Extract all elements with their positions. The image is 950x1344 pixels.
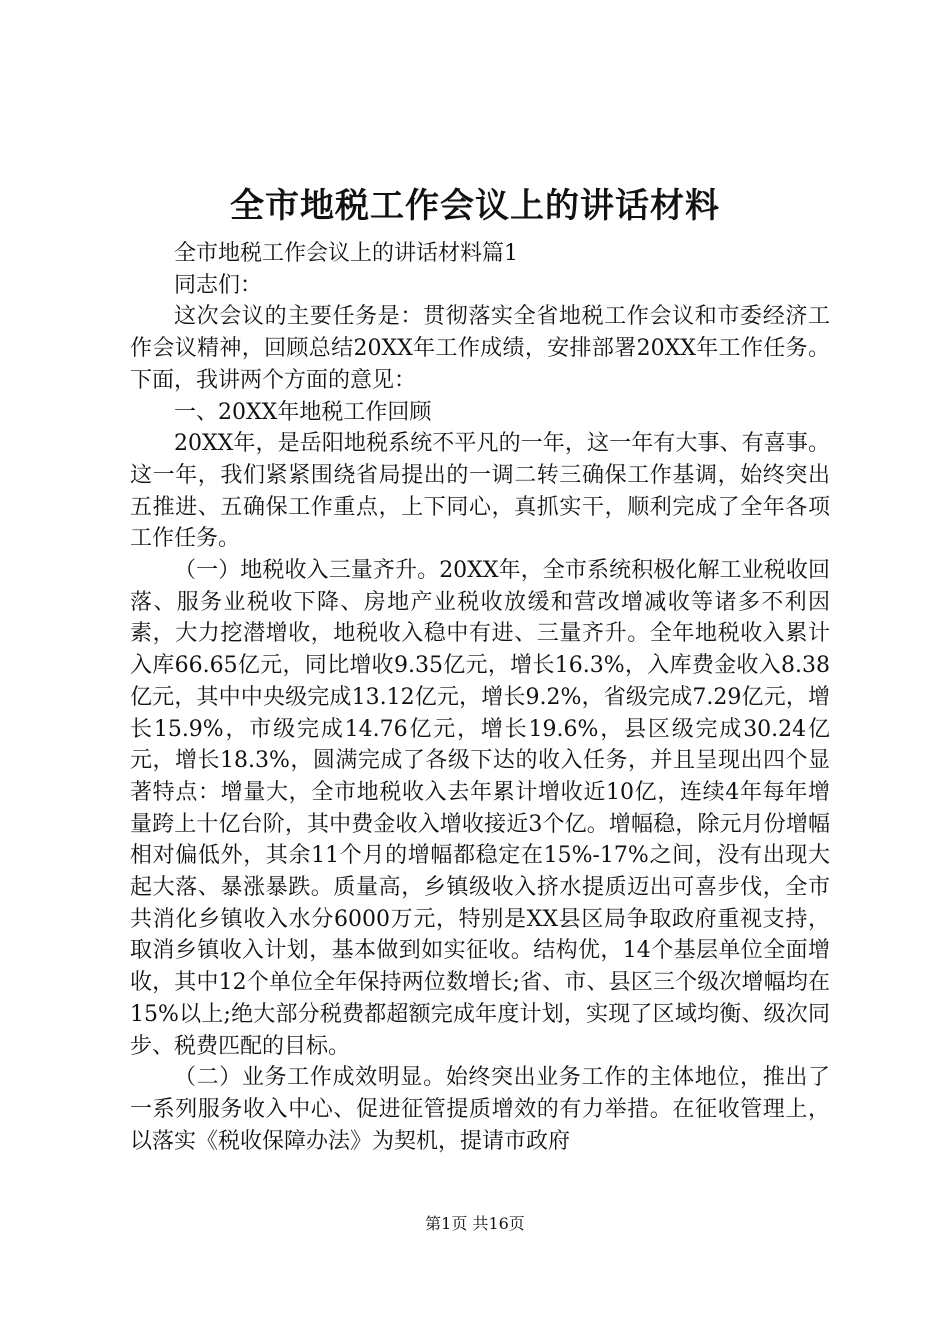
document-title: 全市地税工作会议上的讲话材料	[230, 186, 720, 226]
paragraph: （二）业务工作成效明显。始终突出业务工作的主体地位，推出了一系列服务收入中心、促进征管提质增效的有力举措。在征收管理上，以落实《税收保障办法》为契机，提请市政府	[130, 1065, 830, 1154]
section-heading: 一、20XX年地税工作回顾	[174, 399, 432, 425]
paragraph-salutation: 同志们：	[174, 272, 263, 298]
paragraph: （一）地税收入三量齐升。20XX年，全市系统积极化解工业税收回落、服务业税收下降、房地产业税收放缓和营改增减收等诸多不利因素，大力挖潜增收，地税收入稳中有进、三量齐升。全年地税收入累计入库66.65亿元，同比增收9.35亿元，增长16.3%，入库费金收入8.38亿元，其中中央级完成13.12亿元，增长9.2%，省级完成7.29亿元，增长15.9%，市级完成14.76亿元，增长19.6%，县区级完成30.24亿元，增长18.3%，圆满完成了各级下达的收入任务，并且呈现出四个显著特点：增量大，全市地税收入去年累计增收近10亿，连续4年每年增量跨上十亿台阶，其中费金收入增收接近3个亿。增幅稳，除元月份增幅相对偏低外，其余11个月的增幅都稳定在15%-17%之间，没有出现大起大落、暴涨暴跌。质量高，乡镇级收入挤水提质迈出可喜步伐，全市共消化乡镇收入水分6000万元，特别是XX县区局争取政府重视支持，取消乡镇收入计划，基本做到如实征收。结构优，14个基层单位全面增收，其中12个单位全年保持两位数增长;省、市、县区三个级次增幅均在15%以上;绝大部分税费都超额完成年度计划，实现了区域均衡、级次同步、税费匹配的目标。	[130, 558, 830, 1059]
paragraph: 20XX年，是岳阳地税系统不平凡的一年，这一年有大事、有喜事。这一年，我们紧紧围绕省局提出的一调二转三确保工作基调，始终突出五推进、五确保工作重点，上下同心，真抓实干，顺利完成了全年各项工作任务。	[130, 431, 830, 552]
paragraph-heading: 全市地税工作会议上的讲话材料篇1	[174, 241, 518, 266]
page-number: 第1页 共16页	[425, 1214, 525, 1233]
document-body	[130, 238, 830, 1157]
paragraph: 这次会议的主要任务是：贯彻落实全省地税工作会议和市委经济工作会议精神，回顾总结20XX年工作成绩，安排部署20XX年工作任务。下面，我讲两个方面的意见：	[130, 304, 830, 393]
